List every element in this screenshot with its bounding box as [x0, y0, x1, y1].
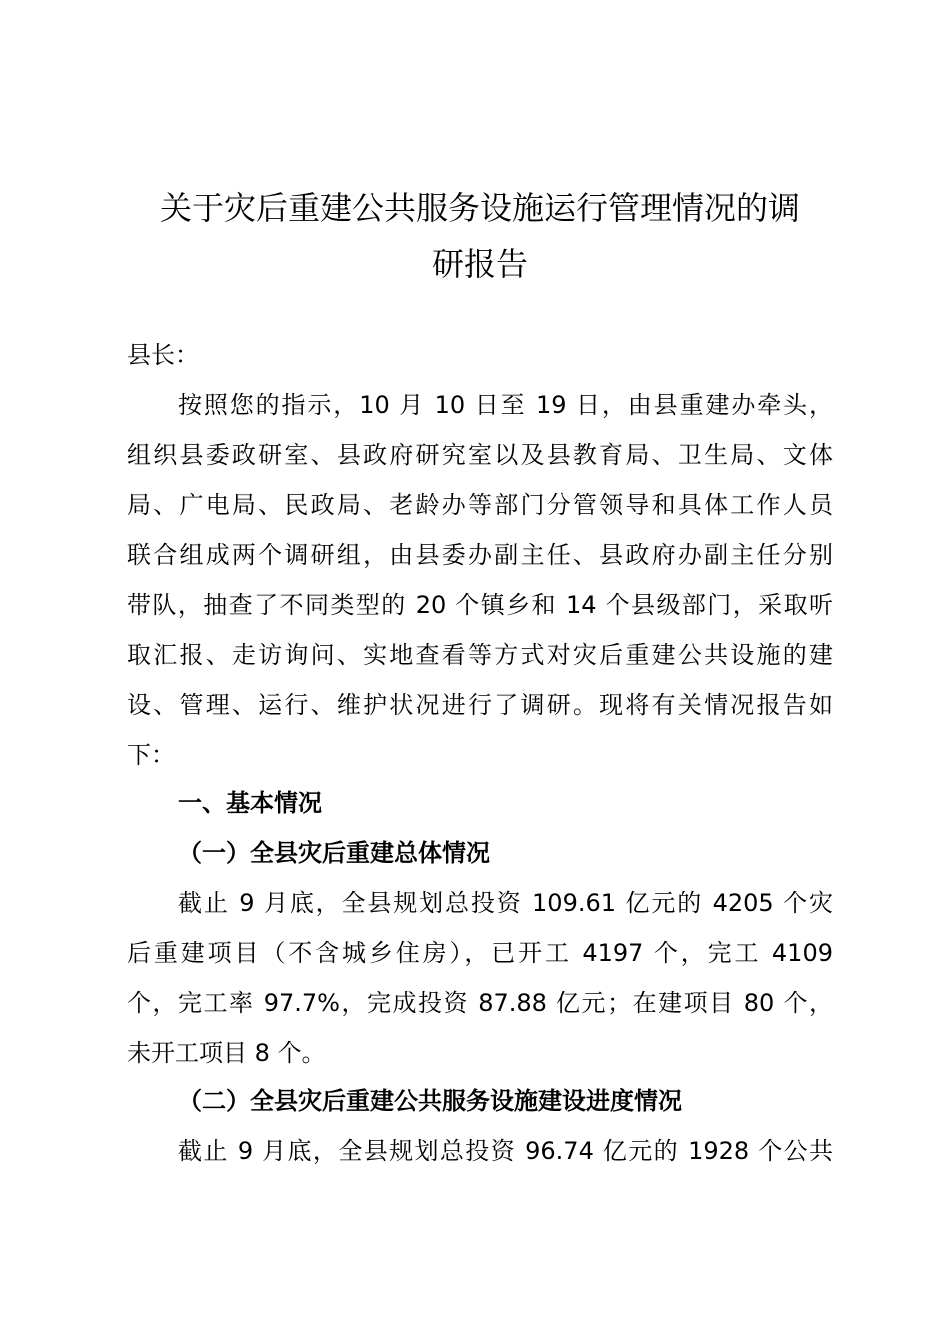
intro-line: 联合组成两个调研组，由县委办副主任、县政府办副主任分别	[127, 541, 833, 569]
intro-line: 按照您的指示，10 月 10 日至 19 日，由县重建办牵头，	[178, 391, 833, 419]
intro-line: 局、广电局、民政局、老龄办等部门分管领导和具体工作人员	[127, 491, 833, 519]
body-line: 后重建项目（不含城乡住房），已开工 4197 个，完工 4109	[127, 939, 833, 967]
body-line: 个，完工率 97.7%，完成投资 87.88 亿元；在建项目 80 个，	[127, 989, 833, 1017]
title-line-1: 关于灾后重建公共服务设施运行管理情况的调	[159, 189, 800, 227]
subsection-heading: （一）全县灾后重建总体情况	[178, 839, 490, 867]
document-title	[110, 180, 850, 292]
section-heading: 一、基本情况	[178, 789, 322, 817]
body-line: 截止 9 月底，全县规划总投资 96.74 亿元的 1928 个公共	[178, 1137, 833, 1165]
body-line: 未开工项目 8 个。	[127, 1039, 326, 1067]
intro-line: 下：	[127, 741, 175, 769]
title-line-2: 研报告	[431, 245, 528, 283]
subsection-heading: （二）全县灾后重建公共服务设施建设进度情况	[178, 1087, 682, 1115]
intro-line: 设、管理、运行、维护状况进行了调研。现将有关情况报告如	[127, 691, 833, 719]
intro-line: 带队，抽查了不同类型的 20 个镇乡和 14 个县级部门，采取听	[127, 591, 833, 619]
intro-line: 组织县委政研室、县政府研究室以及县教育局、卫生局、文体	[127, 441, 833, 469]
salutation: 县长：	[127, 341, 199, 369]
intro-line: 取汇报、走访询问、实地查看等方式对灾后重建公共设施的建	[127, 641, 833, 669]
body-line: 截止 9 月底，全县规划总投资 109.61 亿元的 4205 个灾	[178, 889, 833, 917]
